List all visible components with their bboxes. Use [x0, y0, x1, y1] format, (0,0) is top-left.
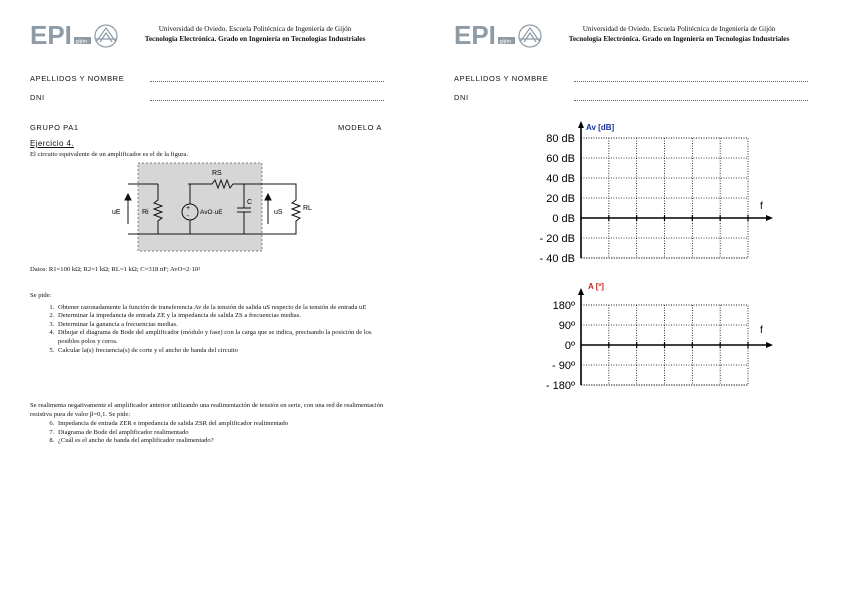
question-6: 6. Impedancia de entrada ZER e impedancia de salida ZSR del amplificador realimentado: [56, 420, 390, 429]
exercise-intro: El circuito equivalente de un amplificador es el de la figura.: [30, 151, 189, 158]
magnitude-x-arrow: [766, 215, 773, 221]
rl-label: RL: [303, 205, 312, 212]
svg-text:EPI: EPI: [454, 20, 496, 48]
svg-text:gijón: gijón: [75, 39, 88, 45]
degree-name: Tecnología Electrónica. Grado en Ingeniería en Tecnologías Industriales: [144, 35, 366, 43]
phase-title: A [º]: [588, 282, 604, 291]
question-4: 4. Dibujar el diagrama de Bode del amplificador (módulo y fase) con la carga que se indica, precisando la posición de los posibles polos y ceros.: [56, 329, 390, 346]
magnitude-tick-label: 20 dB: [546, 193, 575, 205]
question-1: 1. Obtener razonadamente la función de transferencia Av de la tensión de salida uS respecto de la tensión de entrada uE: [56, 304, 390, 313]
name-field[interactable]: [574, 74, 808, 82]
questions-block: [30, 292, 390, 355]
degree-name: Tecnología Electrónica. Grado en Ingeniería en Tecnologías Industriales: [568, 35, 790, 43]
university-header: [544, 24, 814, 44]
question-8: 8. ¿Cuál es el ancho de banda del amplificador realimentado?: [56, 437, 390, 446]
epi-logo: [30, 20, 120, 48]
question-3: 3. Determinar la ganancia a frecuencias medias.: [56, 321, 390, 330]
magnitude-tick-label: 80 dB: [546, 133, 575, 145]
name-label: APELLIDOS Y NOMBRE: [30, 74, 125, 83]
magnitude-tick-label: 60 dB: [546, 153, 575, 165]
us-label: uS: [274, 209, 283, 216]
amplifier-circuit: [100, 160, 330, 254]
data-line: Datos: R1=100 kΩ; R2=1 kΩ; RL=1 kΩ; C=318 nF; AvO=2·10²: [30, 266, 201, 273]
epi-logo: [454, 20, 544, 48]
dni-label: DNI: [454, 93, 469, 102]
feedback-block: [30, 402, 390, 446]
question-2: 2. Determinar la impedancia de entrada ZE y la impedancia de salida ZS a frecuencias medias.: [56, 312, 390, 321]
phase-x-arrow: [766, 342, 773, 348]
right-page: [424, 0, 848, 599]
dni-label: DNI: [30, 93, 45, 102]
question-7: 7. Diagrama de Bode del amplificador realimentado: [56, 429, 390, 438]
phase-grid: [546, 288, 773, 392]
group-label: GRUPO PA1: [30, 123, 79, 132]
model-label: MODELO A: [338, 123, 382, 132]
exercise-title: Ejercicio 4.: [30, 139, 74, 148]
name-label: APELLIDOS Y NOMBRE: [454, 74, 549, 83]
svg-text:gijón: gijón: [499, 39, 512, 45]
phase-tick-label: 0º: [564, 340, 575, 352]
feedback-paragraph: Se realimenta negativamente el amplificador anterior utilizando una realimentación de tensión en serie, con una red de realimentación resistiva pura de valor β=0,1. Se pide:: [30, 402, 384, 418]
svg-text:+: +: [186, 205, 191, 212]
phase-tick-label: - 90º: [552, 360, 575, 372]
name-field[interactable]: [150, 74, 384, 82]
magnitude-tick-label: - 20 dB: [539, 233, 575, 245]
phase-tick-label: 180º: [552, 300, 575, 312]
university-header: [120, 24, 390, 44]
se-pide-label: Se pide:: [30, 292, 52, 299]
phase-tick-label: - 180º: [545, 380, 575, 392]
university-name: Universidad de Oviedo. Escuela Politécnica de Ingeniería de Gijón: [582, 25, 776, 33]
dni-field[interactable]: [150, 93, 384, 101]
source-label: AvO·uE: [200, 209, 223, 216]
phase-y-arrow: [578, 288, 584, 295]
svg-text:EPI: EPI: [30, 20, 72, 48]
question-5: 5. Calcular la(s) frecuencia(s) de corte y el ancho de banda del circuito: [56, 347, 390, 356]
svg-text:-: -: [186, 213, 189, 220]
magnitude-tick-label: - 40 dB: [539, 253, 575, 265]
c-label: C: [247, 199, 253, 206]
magnitude-grid: [540, 121, 773, 265]
phase-tick-label: 90º: [558, 320, 575, 332]
ue-label: uE: [112, 209, 121, 216]
rs-label: RS: [212, 170, 222, 177]
magnitude-tick-label: 0 dB: [552, 213, 575, 225]
university-name: Universidad de Oviedo. Escuela Politécnica de Ingeniería de Gijón: [158, 25, 352, 33]
mag-f-label: f: [760, 201, 763, 212]
magnitude-y-arrow: [578, 121, 584, 128]
magnitude-title: Av [dB]: [586, 123, 615, 132]
ri-label: Ri: [142, 209, 149, 216]
dni-field[interactable]: [574, 93, 808, 101]
phase-f-label: f: [760, 325, 763, 336]
bode-diagram: [424, 115, 848, 405]
magnitude-tick-label: 40 dB: [546, 173, 575, 185]
